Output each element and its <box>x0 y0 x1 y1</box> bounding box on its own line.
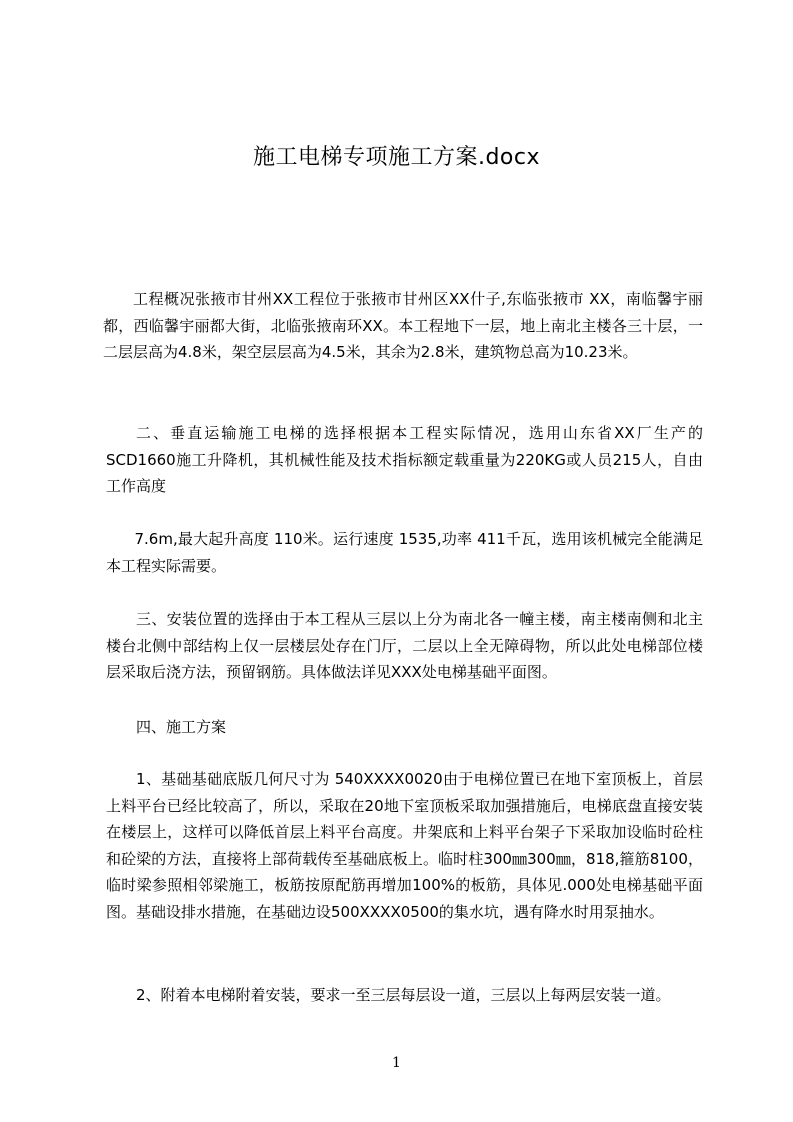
paragraph-elevator-specs: 7.6m,最大起升高度 110米。运行速度 1535,功率 411千瓦，选用该机械完全能满足本工程实际需要。 <box>106 530 703 575</box>
document-title: 施工电梯专项施工方案.docx <box>252 145 541 170</box>
paragraph-project-overview: 工程概况张掖市甘州XX工程位于张掖市甘州区XX什子,东临张掖市 XX，南临馨宇丽都，西临馨宇丽都大街，北临张掖南环XX。本工程地下一层，地上南北主楼各三十层，一二层层高为4.8米，架空层层高为4.5米，其余为2.8米，建筑物总高为10.23米。 <box>103 290 703 362</box>
paragraph-attachment: 2、附着本电梯附着安装，要求一至三层每层设一道，三层以上每两层安装一道。 <box>136 986 671 1004</box>
paragraph-foundation: 1、基础基础底版几何尺寸为 540XXXX0020由于电梯位置已在地下室顶板上，首层上料平台已经比较高了，所以，采取在20地下室顶板采取加强措施后，电梯底盘直接安装在楼层上，这样可以降低首层上料平台高度。井架底和上料平台架子下采取加设临时砼柱和砼梁的方法，直接将上部荷载传至基础底板上。临时柱300㎜300㎜，818,箍筋8100，临时梁参照相邻梁施工，板筋按原配筋再增加100%的板筋，具体见.000处电梯基础平面图。基础设排水措施，在基础边设500XXXX0500的集水坑，遇有降水时用泵抽水。 <box>106 770 703 921</box>
section-heading-construction-plan: 四、施工方案 <box>136 718 227 736</box>
page-number: 1 <box>392 1055 401 1071</box>
paragraph-installation-location: 三、安装位置的选择由于本工程从三层以上分为南北各一幢主楼，南主楼南侧和北主楼台北侧中部结构上仅一层楼层处存在门厅，二层以上全无障碍物，所以此处电梯部位楼层采取后浇方法，预留钢筋。具体做法详见XXX处电梯基础平面图。 <box>106 610 703 682</box>
paragraph-elevator-selection: 二、垂直运输施工电梯的选择根据本工程实际情况，选用山东省XX厂生产的SCD1660施工升降机，其机械性能及技术指标额定载重量为220KG或人员215人，自由工作高度 <box>106 424 703 496</box>
